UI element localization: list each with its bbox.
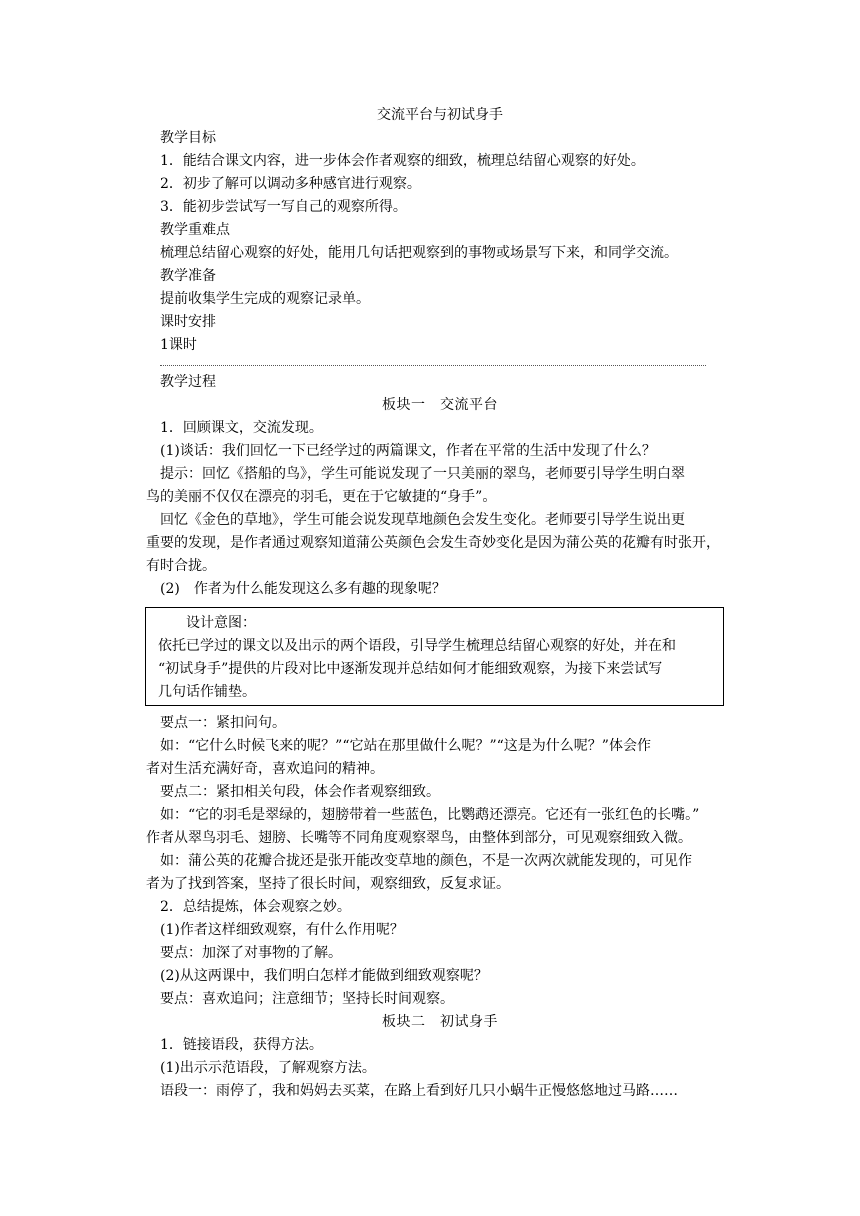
section-one-line: 有时合拢。 bbox=[146, 558, 216, 574]
design-intent-line: 几句话作铺垫。 bbox=[158, 684, 256, 700]
schedule-text: 1课时 bbox=[160, 337, 197, 353]
section-one-line: 1．回顾课文，交流发现。 bbox=[160, 420, 323, 436]
section-one-line: (1)谈话：我们回忆一下已经学过的两篇课文，作者在平常的生活中发现了什么？ bbox=[160, 443, 656, 459]
document-body-continued bbox=[146, 712, 720, 1103]
goal-item: 3．能初步尝试写一写自己的观察所得。 bbox=[160, 199, 407, 215]
preparation-heading: 教学准备 bbox=[160, 268, 216, 284]
section-one-line: 重要的发现，是作者通过观察知道蒲公英颜色会发生奇妙变化是因为蒲公英的花瓣有时张开， bbox=[146, 535, 720, 551]
preparation-text: 提前收集学生完成的观察记录单。 bbox=[160, 291, 370, 307]
process-heading: 教学过程 bbox=[160, 374, 216, 390]
goal-item: 1．能结合课文内容，进一步体会作者观察的细致，梳理总结留心观察的好处。 bbox=[160, 153, 645, 169]
design-intent-line: 依托已学过的课文以及出示的两个语段，引导学生梳理总结留心观察的好处，并在和 bbox=[158, 638, 676, 654]
point-line: (1)作者这样细致观察，有什么作用呢？ bbox=[160, 922, 404, 938]
goals-heading: 教学目标 bbox=[160, 130, 216, 146]
point-line: 要点：喜欢追问；注意细节；坚持长时间观察。 bbox=[160, 991, 454, 1007]
point-line: 作者从翠鸟羽毛、翅膀、长嘴等不同角度观察翠鸟，由整体到部分，可见观察细致入微。 bbox=[146, 830, 692, 846]
point-line: 要点二：紧扣相关句段，体会作者观察细致。 bbox=[160, 784, 440, 800]
design-intent-box bbox=[145, 607, 724, 706]
dotted-divider bbox=[160, 365, 706, 366]
point-line: 如：“它的羽毛是翠绿的，翅膀带着一些蓝色，比鹦鹉还漂亮。它还有一张红色的长嘴。” bbox=[160, 807, 700, 823]
section-one-line: 鸟的美丽不仅仅在漂亮的羽毛，更在于它敏捷的“身手”。 bbox=[146, 489, 497, 505]
point-line: 如：“它什么时候飞来的呢？”“它站在那里做什么呢？”“这是为什么呢？”体会作 bbox=[160, 738, 651, 754]
point-line: (2)从这两课中，我们明白怎样才能做到细致观察呢？ bbox=[160, 968, 488, 984]
section-two-line: 语段一：雨停了，我和妈妈去买菜，在路上看到好几只小蜗牛正慢悠悠地过马路…… bbox=[160, 1083, 678, 1099]
section-one-line: (2) 作者为什么能发现这么多有趣的现象呢？ bbox=[160, 581, 446, 597]
design-intent-heading: 设计意图： bbox=[186, 615, 256, 631]
section-one-line: 回忆《金色的草地》，学生可能会说发现草地颜色会发生变化。老师要引导学生说出更 bbox=[160, 512, 685, 528]
document-body bbox=[146, 104, 720, 601]
section-one-title: 板块一 交流平台 bbox=[382, 397, 498, 413]
section-two-title: 板块二 初试身手 bbox=[382, 1014, 498, 1030]
design-intent-line: “初试身手”提供的片段对比中逐渐发现并总结如何才能细致观察，为接下来尝试写 bbox=[158, 661, 663, 677]
key-points-heading: 教学重难点 bbox=[160, 222, 230, 238]
point-line: 如：蒲公英的花瓣合拢还是张开能改变草地的颜色，不是一次两次就能发现的，可见作 bbox=[160, 853, 692, 869]
point-line: 要点：加深了对事物的了解。 bbox=[160, 945, 342, 961]
point-line: 2．总结提炼，体会观察之妙。 bbox=[160, 899, 351, 915]
key-points-text: 梳理总结留心观察的好处，能用几句话把观察到的事物或场景写下来，和同学交流。 bbox=[160, 245, 678, 261]
point-line: 要点一：紧扣问句。 bbox=[160, 715, 286, 731]
goal-item: 2．初步了解可以调动多种感官进行观察。 bbox=[160, 176, 421, 192]
schedule-heading: 课时安排 bbox=[160, 314, 216, 330]
section-two-line: (1)出示示范语段，了解观察方法。 bbox=[160, 1060, 376, 1076]
document-title: 交流平台与初试身手 bbox=[377, 107, 503, 123]
section-two-line: 1．链接语段，获得方法。 bbox=[160, 1037, 323, 1053]
section-one-line: 提示：回忆《搭船的鸟》，学生可能说发现了一只美丽的翠鸟，老师要引导学生明白翠 bbox=[160, 466, 685, 482]
point-line: 者对生活充满好奇，喜欢追问的精神。 bbox=[146, 761, 384, 777]
point-line: 者为了找到答案，坚持了很长时间，观察细致，反复求证。 bbox=[146, 876, 510, 892]
